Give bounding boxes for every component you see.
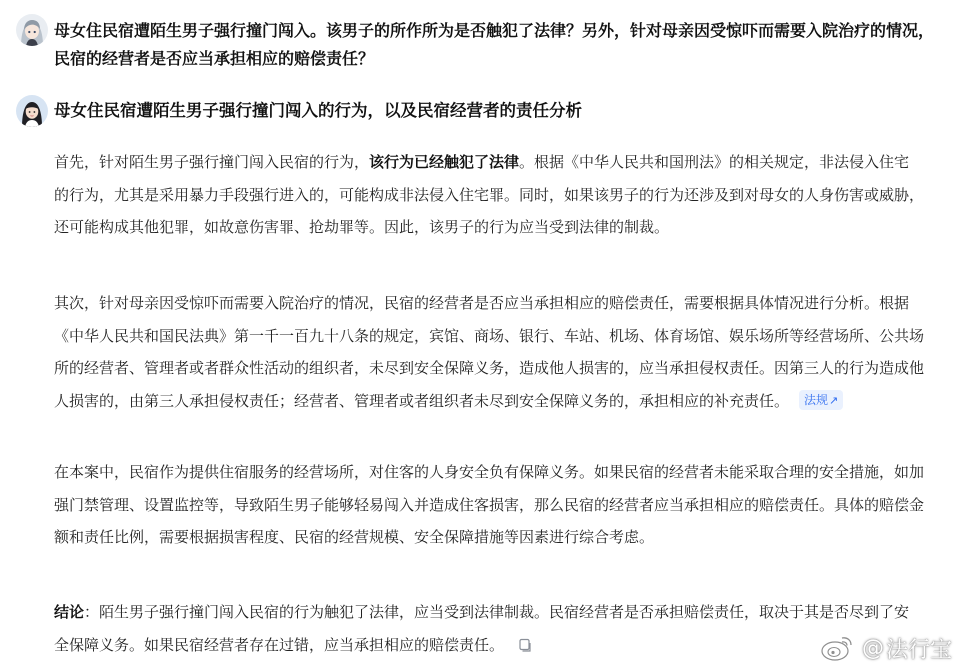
watermark-at: @ bbox=[861, 635, 884, 661]
answer-paragraph-2 bbox=[54, 287, 924, 417]
law-tag-label: 法规 bbox=[804, 392, 829, 407]
answer-title: 母女住民宿遭陌生男子强行撞门闯入的行为，以及民宿经营者的责任分析 bbox=[54, 101, 582, 120]
bot-avatar bbox=[16, 95, 48, 127]
weibo-watermark bbox=[820, 631, 952, 665]
p1-bold-conclusion: 该行为已经触犯了法律 bbox=[369, 153, 520, 171]
weibo-logo-icon bbox=[820, 634, 854, 662]
user-question: 母女住民宿遭陌生男子强行撞门闯入。该男子的所作所为是否触犯了法律？另外，针对母亲因受惊吓而需要入院治疗的情况，民宿的经营者是否应当承担相应的赔偿责任？ bbox=[54, 21, 935, 68]
answer-paragraph-3: 在本案中，民宿作为提供住宿服务的经营场所，对住客的人身安全负有保障义务。如果民宿的经营者未能采取合理的安全措施，如加强门禁管理、设置监控等，导致陌生男子能够轻易闯入并造成住客损害，那么民宿的经营者应当承担相应的赔偿责任。具体的赔偿金额和责任比例，需要根据损害程度、民宿的经营规模、安全保障措施等因素进行综合考虑。 bbox=[54, 463, 925, 546]
p1-text-after: 。根据《中华人民共和国刑法》的相关规定，非法侵入住宅的行为，尤其是采用暴力手段强行进入的，可能构成非法侵入住宅罪。同时，如果该男子的行为还涉及到对母女的人身伤害或威胁，还可能构成其他犯罪，如故意伤害罪、抢劫罪等。因此，该男子的行为应当受到法律的制裁。 bbox=[54, 153, 925, 236]
conclusion-colon: ： bbox=[84, 603, 100, 621]
assistant-avatar-icon bbox=[16, 95, 48, 127]
conclusion-label: 结论 bbox=[54, 603, 85, 621]
external-link-icon: ↗ bbox=[829, 393, 839, 407]
answer-paragraph-1 bbox=[54, 146, 924, 244]
anime-girl-avatar-icon bbox=[16, 14, 48, 46]
p1-text-before: 首先，针对陌生男子强行撞门闯入民宿的行为， bbox=[54, 153, 370, 171]
answer-paragraph-4 bbox=[54, 596, 924, 663]
p2-text: 其次，针对母亲因受惊吓而需要入院治疗的情况，民宿的经营者是否应当承担相应的赔偿责任，需要根据具体情况进行分析。根据《中华人民共和国民法典》第一千一百九十八条的规定，宾馆、商场、银行、车站、机场、体育场馆、娱乐场所等经营场所、公共场所的经营者、管理者或者群众性活动的组织者，未尽到安全保障义务，造成他人损害的，应当承担侵权责任。因第三人的行为造成他人损害的，由第三人承担侵权责任；经营者、管理者或者组织者未尽到安全保障义务的，承担相应的补充责任。 bbox=[54, 294, 925, 410]
copy-icon[interactable] bbox=[518, 631, 532, 664]
user-avatar bbox=[16, 14, 48, 46]
conclusion-text: 陌生男子强行撞门闯入民宿的行为触犯了法律，应当受到法律制裁。民宿经营者是否承担赔偿责任，取决于其是否尽到了安全保障义务。如果民宿经营者存在过错，应当承担相应的赔偿责任。 bbox=[54, 603, 910, 654]
watermark-name: 法行宝 bbox=[885, 637, 952, 663]
law-reference-tag[interactable] bbox=[799, 390, 843, 410]
